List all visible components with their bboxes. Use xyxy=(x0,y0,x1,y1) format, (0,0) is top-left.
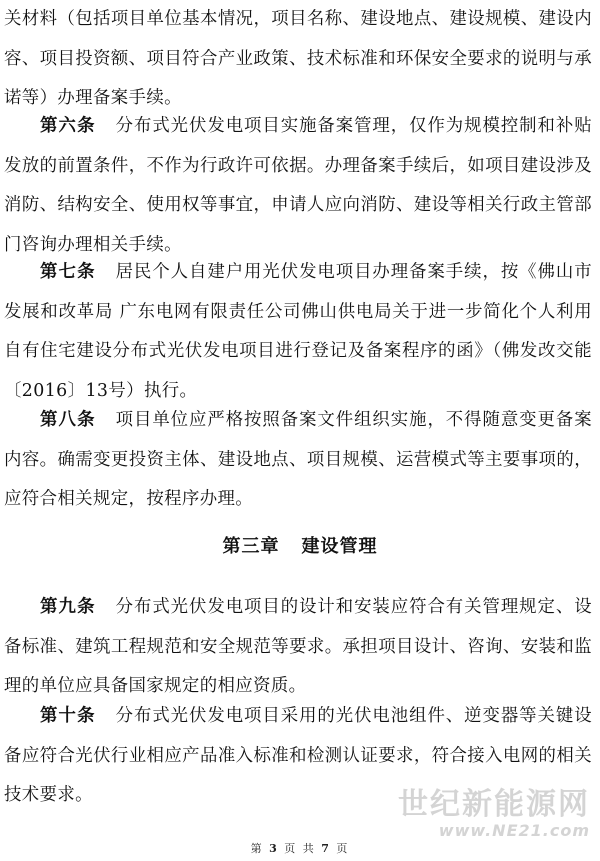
paragraph-continuation xyxy=(4,0,592,119)
chapter-title: 建设管理 xyxy=(301,536,378,557)
chapter-number: 第三章 xyxy=(222,536,280,557)
article-label: 第九条 xyxy=(40,597,96,617)
article-label: 第十条 xyxy=(40,706,96,726)
footer-middle: 页 共 xyxy=(284,842,316,855)
article-9 xyxy=(4,588,592,707)
paragraph-text: 关材料（包括项目单位基本情况，项目名称、建设地点、建设规模、建设内容、项目投资额、项目符合产业政策、技术标准和环保安全要求的说明与承诺等）办理备案手续。 xyxy=(4,9,592,108)
page-footer xyxy=(0,840,600,856)
footer-suffix: 页 xyxy=(336,842,350,855)
article-7 xyxy=(4,253,592,411)
watermark-name: 世纪新能源网 xyxy=(398,787,590,822)
footer-prefix: 第 xyxy=(250,842,264,855)
watermark-url: www.NE21.com xyxy=(438,821,590,840)
article-8 xyxy=(4,401,592,520)
chapter-heading xyxy=(0,532,600,558)
total-pages: 7 xyxy=(321,842,331,855)
article-label: 第六条 xyxy=(40,116,96,136)
article-label: 第八条 xyxy=(40,410,96,430)
current-page-number: 3 xyxy=(269,842,279,855)
article-label: 第七条 xyxy=(40,262,96,282)
article-text: 分布式光伏发电项目实施备案管理，仅作为规模控制和补贴发放的前置条件，不作为行政许可依据。办理备案手续后，如项目建设涉及消防、结构安全、使用权等事宜，申请人应向消防、建设等相关行政主管部门咨询办理相关手续。 xyxy=(4,116,592,255)
article-text: 居民个人自建户用光伏发电项目办理备案手续，按《佛山市发展和改革局 广东电网有限责任公司佛山供电局关于进一步简化个人利用自有住宅建设分布式光伏发电项目进行登记及备案程序的函》（佛发改交能〔2016〕13号）执行。 xyxy=(4,262,592,401)
article-10 xyxy=(4,697,592,816)
article-text: 分布式光伏发电项目采用的光伏电池组件、逆变器等关键设备应符合光伏行业相应产品准入标准和检测认证要求，符合接入电网的相关技术要求。 xyxy=(4,706,592,805)
article-6 xyxy=(4,107,592,265)
article-text: 分布式光伏发电项目的设计和安装应符合有关管理规定、设备标准、建筑工程规范和安全规范等要求。承担项目设计、咨询、安装和监理的单位应具备国家规定的相应资质。 xyxy=(4,597,592,696)
article-text: 项目单位应严格按照备案文件组织实施，不得随意变更备案内容。确需变更投资主体、建设地点、项目规模、运营模式等主要事项的，应符合相关规定，按程序办理。 xyxy=(4,410,592,509)
